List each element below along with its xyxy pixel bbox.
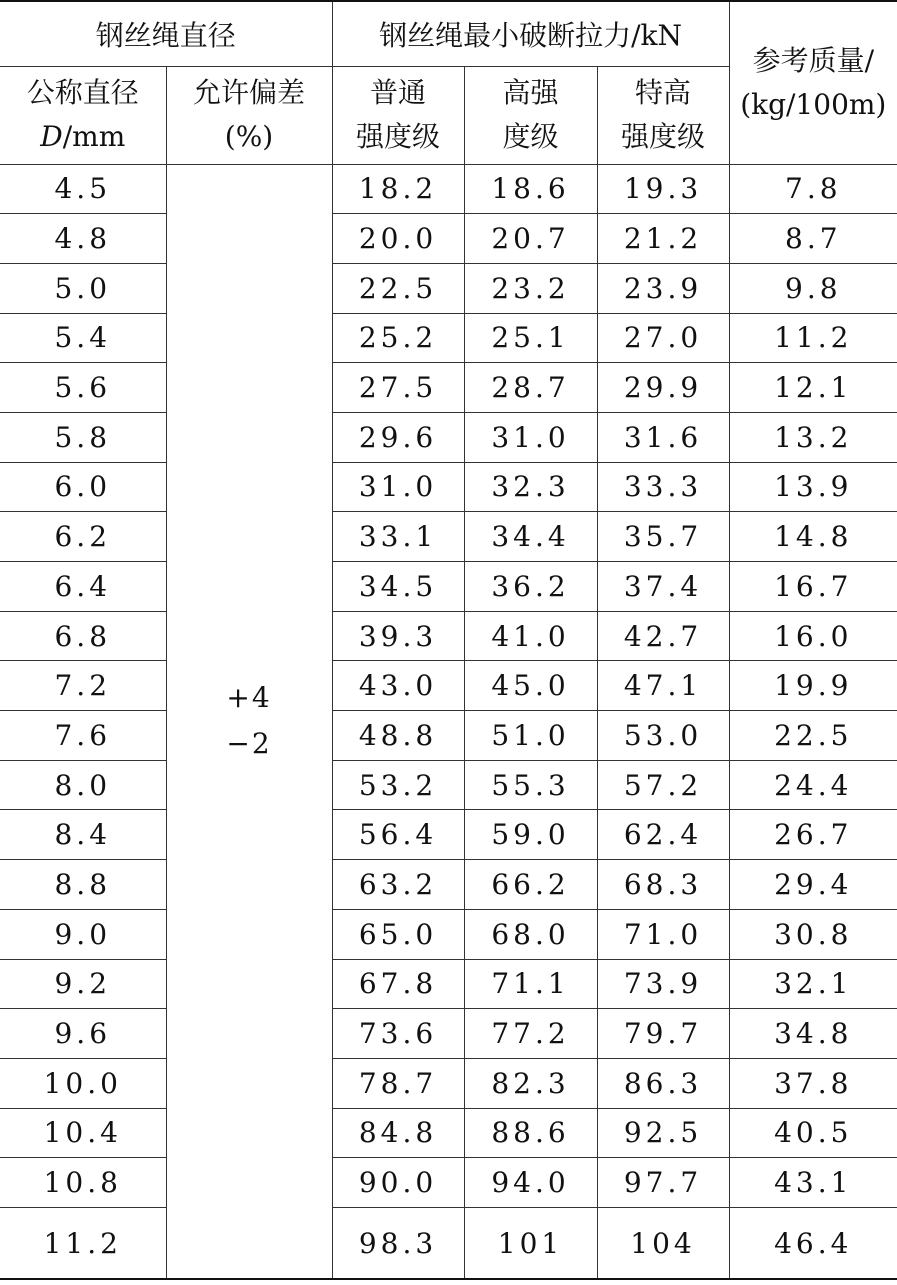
table-row <box>0 909 897 959</box>
nominal-diameter-cell: 9.6 <box>0 1009 166 1059</box>
nominal-diameter-cell: 8.0 <box>0 760 166 810</box>
ultra-grade-cell: 42.7 <box>597 611 729 661</box>
high-grade-cell: 31.0 <box>464 412 597 462</box>
ultra-grade-cell: 53.0 <box>597 711 729 761</box>
table-row <box>0 711 897 761</box>
table-row <box>0 562 897 612</box>
table-row <box>0 810 897 860</box>
ultra-grade-cell: 71.0 <box>597 909 729 959</box>
header-row-1 <box>0 1 897 66</box>
nominal-diameter-cell: 7.6 <box>0 711 166 761</box>
header-high-line1: 高强 <box>502 76 559 109</box>
reference-mass-cell: 22.5 <box>729 711 897 761</box>
header-high-line2: 度级 <box>502 120 559 153</box>
normal-grade-cell: 73.6 <box>332 1009 464 1059</box>
nominal-diameter-cell: 6.8 <box>0 611 166 661</box>
header-normal-line1: 普通 <box>370 76 427 109</box>
normal-grade-cell: 43.0 <box>332 661 464 711</box>
ultra-grade-cell: 73.9 <box>597 959 729 1009</box>
header-diam-var: D <box>40 120 63 153</box>
reference-mass-cell: 32.1 <box>729 959 897 1009</box>
reference-mass-cell: 40.5 <box>729 1108 897 1158</box>
table-row <box>0 313 897 363</box>
normal-grade-cell: 84.8 <box>332 1108 464 1158</box>
nominal-diameter-cell: 11.2 <box>0 1207 166 1279</box>
nominal-diameter-cell: 6.0 <box>0 462 166 512</box>
tolerance-plus: +4 <box>226 681 272 715</box>
normal-grade-cell: 78.7 <box>332 1058 464 1108</box>
reference-mass-cell: 8.7 <box>729 214 897 264</box>
high-grade-cell: 23.2 <box>464 263 597 313</box>
high-grade-cell: 82.3 <box>464 1058 597 1108</box>
normal-grade-cell: 27.5 <box>332 363 464 413</box>
high-grade-cell: 59.0 <box>464 810 597 860</box>
normal-grade-cell: 67.8 <box>332 959 464 1009</box>
table-body <box>0 164 897 1279</box>
header-normal-grade <box>332 66 464 164</box>
reference-mass-cell: 29.4 <box>729 860 897 910</box>
table-row <box>0 611 897 661</box>
high-grade-cell: 20.7 <box>464 214 597 264</box>
reference-mass-cell: 19.9 <box>729 661 897 711</box>
reference-mass-cell: 34.8 <box>729 1009 897 1059</box>
reference-mass-cell: 13.2 <box>729 412 897 462</box>
normal-grade-cell: 18.2 <box>332 164 464 214</box>
table-row <box>0 164 897 214</box>
reference-mass-cell: 11.2 <box>729 313 897 363</box>
table-row <box>0 1207 897 1279</box>
header-ultra-line2: 强度级 <box>621 120 706 153</box>
ultra-grade-cell: 37.4 <box>597 562 729 612</box>
header-diam-line1: 公称直径 <box>26 76 139 109</box>
nominal-diameter-cell: 6.2 <box>0 512 166 562</box>
header-mass-line2: (kg/100m) <box>740 87 887 121</box>
ultra-grade-cell: 97.7 <box>597 1158 729 1208</box>
ultra-grade-cell: 29.9 <box>597 363 729 413</box>
normal-grade-cell: 53.2 <box>332 760 464 810</box>
ultra-grade-cell: 92.5 <box>597 1108 729 1158</box>
header-nominal-diameter <box>0 66 166 164</box>
header-high-grade <box>464 66 597 164</box>
high-grade-cell: 51.0 <box>464 711 597 761</box>
table-row <box>0 1158 897 1208</box>
reference-mass-cell: 37.8 <box>729 1058 897 1108</box>
nominal-diameter-cell: 10.8 <box>0 1158 166 1208</box>
high-grade-cell: 25.1 <box>464 313 597 363</box>
ultra-grade-cell: 79.7 <box>597 1009 729 1059</box>
nominal-diameter-cell: 9.0 <box>0 909 166 959</box>
header-tol-line1: 允许偏差 <box>193 76 306 109</box>
header-ultra-line1: 特高 <box>635 76 692 109</box>
nominal-diameter-cell: 5.0 <box>0 263 166 313</box>
high-grade-cell: 68.0 <box>464 909 597 959</box>
reference-mass-cell: 13.9 <box>729 462 897 512</box>
normal-grade-cell: 29.6 <box>332 412 464 462</box>
nominal-diameter-cell: 5.4 <box>0 313 166 363</box>
reference-mass-cell: 16.7 <box>729 562 897 612</box>
table-row <box>0 214 897 264</box>
ultra-grade-cell: 62.4 <box>597 810 729 860</box>
normal-grade-cell: 48.8 <box>332 711 464 761</box>
normal-grade-cell: 34.5 <box>332 562 464 612</box>
table-row <box>0 760 897 810</box>
table-row <box>0 661 897 711</box>
header-tolerance <box>166 66 332 164</box>
high-grade-cell: 77.2 <box>464 1009 597 1059</box>
table-row <box>0 1108 897 1158</box>
header-tol-line2: (%) <box>224 120 274 153</box>
nominal-diameter-cell: 4.8 <box>0 214 166 264</box>
high-grade-cell: 71.1 <box>464 959 597 1009</box>
header-diam-line2 <box>0 115 166 159</box>
normal-grade-cell: 22.5 <box>332 263 464 313</box>
table-row <box>0 363 897 413</box>
header-normal-line2: 强度级 <box>356 120 441 153</box>
reference-mass-cell: 12.1 <box>729 363 897 413</box>
high-grade-cell: 101 <box>464 1207 597 1279</box>
ultra-grade-cell: 68.3 <box>597 860 729 910</box>
normal-grade-cell: 90.0 <box>332 1158 464 1208</box>
reference-mass-cell: 43.1 <box>729 1158 897 1208</box>
reference-mass-cell: 24.4 <box>729 760 897 810</box>
header-reference-mass <box>729 1 897 164</box>
reference-mass-cell: 46.4 <box>729 1207 897 1279</box>
reference-mass-cell: 14.8 <box>729 512 897 562</box>
normal-grade-cell: 31.0 <box>332 462 464 512</box>
reference-mass-cell: 7.8 <box>729 164 897 214</box>
normal-grade-cell: 20.0 <box>332 214 464 264</box>
ultra-grade-cell: 19.3 <box>597 164 729 214</box>
high-grade-cell: 94.0 <box>464 1158 597 1208</box>
table-row <box>0 263 897 313</box>
high-grade-cell: 34.4 <box>464 512 597 562</box>
ultra-grade-cell: 27.0 <box>597 313 729 363</box>
nominal-diameter-cell: 8.4 <box>0 810 166 860</box>
nominal-diameter-cell: 8.8 <box>0 860 166 910</box>
tolerance-cell <box>166 164 332 1279</box>
ultra-grade-cell: 57.2 <box>597 760 729 810</box>
table-row <box>0 412 897 462</box>
header-min-breaking-force: 钢丝绳最小破断拉力/kN <box>332 1 729 66</box>
nominal-diameter-cell: 10.4 <box>0 1108 166 1158</box>
nominal-diameter-cell: 6.4 <box>0 562 166 612</box>
nominal-diameter-cell: 10.0 <box>0 1058 166 1108</box>
reference-mass-cell: 30.8 <box>729 909 897 959</box>
high-grade-cell: 28.7 <box>464 363 597 413</box>
nominal-diameter-cell: 5.6 <box>0 363 166 413</box>
high-grade-cell: 88.6 <box>464 1108 597 1158</box>
ultra-grade-cell: 23.9 <box>597 263 729 313</box>
high-grade-cell: 36.2 <box>464 562 597 612</box>
ultra-grade-cell: 33.3 <box>597 462 729 512</box>
tolerance-minus: −2 <box>226 727 272 761</box>
reference-mass-cell: 26.7 <box>729 810 897 860</box>
normal-grade-cell: 56.4 <box>332 810 464 860</box>
normal-grade-cell: 98.3 <box>332 1207 464 1279</box>
ultra-grade-cell: 31.6 <box>597 412 729 462</box>
normal-grade-cell: 39.3 <box>332 611 464 661</box>
table-row <box>0 959 897 1009</box>
reference-mass-cell: 9.8 <box>729 263 897 313</box>
ultra-grade-cell: 47.1 <box>597 661 729 711</box>
normal-grade-cell: 33.1 <box>332 512 464 562</box>
table-row <box>0 462 897 512</box>
high-grade-cell: 18.6 <box>464 164 597 214</box>
high-grade-cell: 66.2 <box>464 860 597 910</box>
nominal-diameter-cell: 4.5 <box>0 164 166 214</box>
high-grade-cell: 32.3 <box>464 462 597 512</box>
high-grade-cell: 55.3 <box>464 760 597 810</box>
table-row <box>0 1009 897 1059</box>
table-row <box>0 860 897 910</box>
ultra-grade-cell: 86.3 <box>597 1058 729 1108</box>
ultra-grade-cell: 35.7 <box>597 512 729 562</box>
header-diam-unit: /mm <box>62 120 126 153</box>
normal-grade-cell: 25.2 <box>332 313 464 363</box>
ultra-grade-cell: 104 <box>597 1207 729 1279</box>
nominal-diameter-cell: 5.8 <box>0 412 166 462</box>
high-grade-cell: 41.0 <box>464 611 597 661</box>
table-row <box>0 512 897 562</box>
ultra-grade-cell: 21.2 <box>597 214 729 264</box>
table-row <box>0 1058 897 1108</box>
normal-grade-cell: 65.0 <box>332 909 464 959</box>
normal-grade-cell: 63.2 <box>332 860 464 910</box>
header-wire-diameter: 钢丝绳直径 <box>0 1 332 66</box>
header-ultra-grade <box>597 66 729 164</box>
reference-mass-cell: 16.0 <box>729 611 897 661</box>
nominal-diameter-cell: 7.2 <box>0 661 166 711</box>
header-mass-line1: 参考质量/ <box>752 43 874 77</box>
high-grade-cell: 45.0 <box>464 661 597 711</box>
nominal-diameter-cell: 9.2 <box>0 959 166 1009</box>
